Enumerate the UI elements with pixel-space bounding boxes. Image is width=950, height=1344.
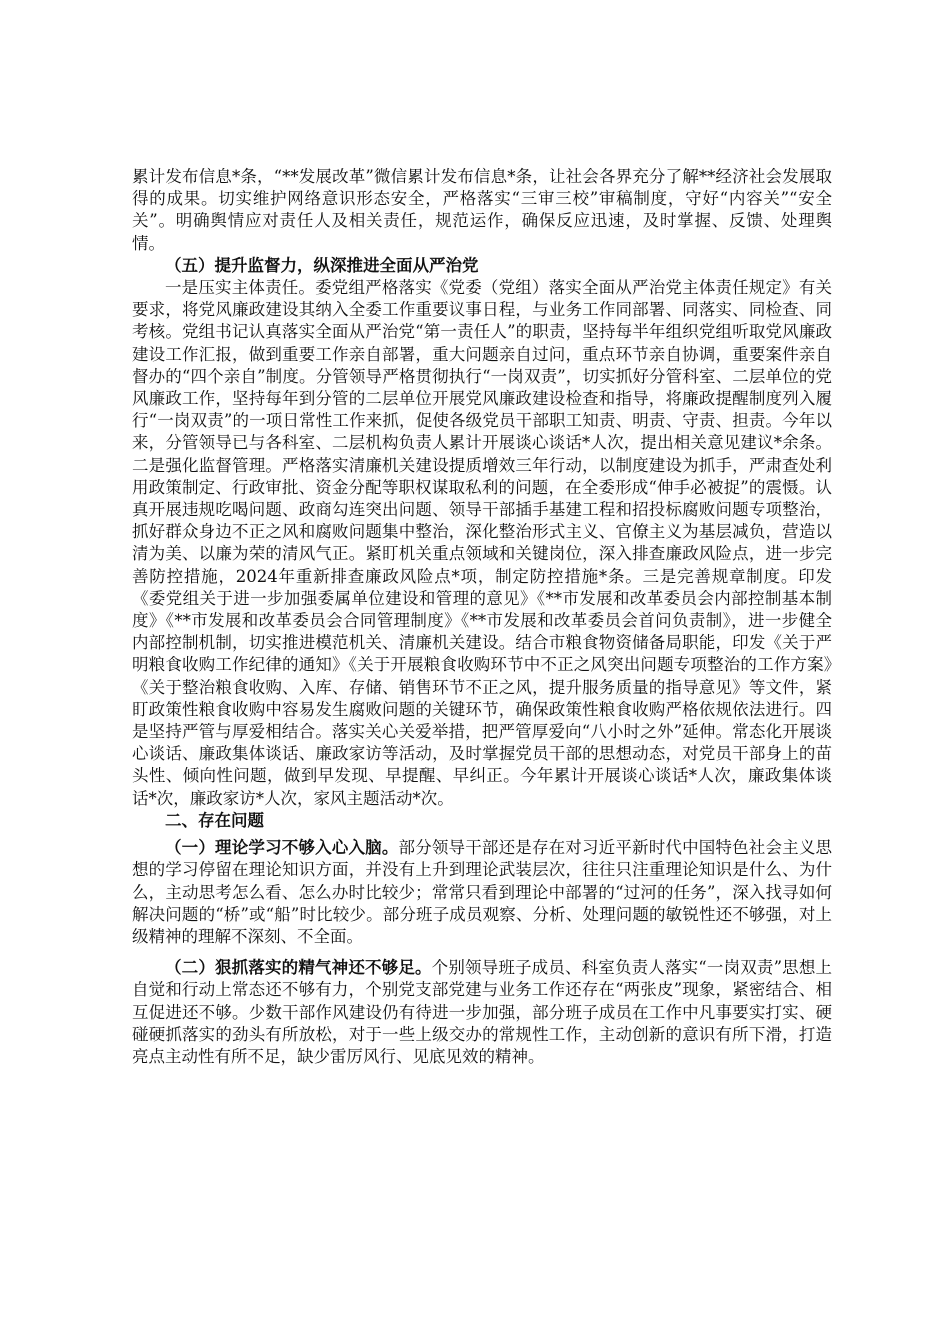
paragraph-body-implementation: 个别领导班子成员、科室负责人落实“一岗双责”思想上自觉和行动上常态还不够有力，个别党支部党建与业务工作还存在“两张皮”现象，紧密结合、相互促进还不够。少数干部作风建设仍有待进一步加强，部分班子成员在工作中凡事要实打实、硬碰硬抓落实的劲头有所放松，对于一些上级交办的常规性工作，主动创新的意识有所下滑，打造亮点主动性有所不足，缺少雷厉风行、见底见效的精神。 <box>132 958 833 1066</box>
section-heading-problems: 二、存在问题 <box>165 810 264 830</box>
paragraph-body-theory: 部分领导干部还是存在对习近平新时代中国特色社会主义思想的学习停留在理论知识方面，并没有上升到理论武装层次，往往只注重理论知识是什么、为什么，主动思考怎么看、怎么办时比较少；常常只看到理论中部署的“过河的任务”，深入找寻如何解决问题的“桥”或“船”时比较少。部分班子成员观察、分析、处理问题的敏锐性还不够强，对上级精神的理解不深刻、不全面。 <box>132 838 833 946</box>
section-heading-supervision: （五）提升监督力，纵深推进全面从严治党 <box>165 255 479 275</box>
paragraph-supervision: 一是压实主体责任。委党组严格落实《党委（党组）落实全面从严治党主体责任规定》有关要求，将党风廉政建设其纳入全委工作重要议事日程，与业务工作同部署、同落实、同检查、同考核。党组书记认真落实全面从严治党“第一责任人”的职责，坚持每半年组织党组听取党风廉政建设工作汇报，做到重要工作亲自部署，重大问题亲自过问，重点环节亲自协调，重要案件亲自督办的“四个亲自”制度。分管领导严格贯彻执行“一岗双责”，切实抓好分管科室、二层单位的党风廉政工作，坚持每年到分管的二层单位开展党风廉政建设检查和指导，将廉政提醒制度列入履行“一岗双责”的一项日常性工作来抓，促使各级党员干部职工知责、明责、守责、担责。今年以来，分管领导已与各科室、二层机构负责人累计开展谈心谈话*人次，提出相关意见建议*余条。二是强化监督管理。严格落实清廉机关建设提质增效三年行动，以制度建设为抓手，严肃查处利用政策制定、行政审批、资金分配等职权谋取私利的问题，在全委形成“伸手必被捉”的震慑。认真开展违规吃喝问题、政商勾连突出问题、领导干部插手基建工程和招投标腐败问题专项整治，抓好群众身边不正之风和腐败问题集中整治，深化整治形式主义、官僚主义为基层减负，营造以清为美、以廉为荣的清风气正。紧盯机关重点领域和关键岗位，深入排查廉政风险点，进一步完善防控措施，2024年重新排查廉政风险点*项，制定防控措施*条。三是完善规章制度。印发《委党组关于进一步加强委属单位建设和管理的意见》《**市发展和改革委员会内部控制基本制度》《**市发展和改革委员会合同管理制度》《**市发展和改革委员会首问负责制》，进一步健全内部控制机制，切实推进模范机关、清廉机关建设。结合市粮食物资储备局职能，印发《关于严明粮食收购工作纪律的通知》《关于开展粮食收购环节中不正之风突出问题专项整治的工作方案》《关于整治粮食收购、入库、存储、销售环节不正之风，提升服务质量的指导意见》等文件，紧盯政策性粮食收购中容易发生腐败问题的关键环节，确保政策性粮食收购严格依规依法进行。四是坚持严管与厚爱相结合。落实关心关爱举措，把严管厚爱向“八小时之外”延伸。常态化开展谈心谈话、廉政集体谈话、廉政家访等活动，及时掌握党员干部的思想动态，对党员干部身上的苗头性、倾向性问题，做到早发现、早提醒、早纠正。今年累计开展谈心谈话*人次，廉政集体谈话*次，廉政家访*人次，家风主题活动*次。 <box>132 278 832 808</box>
paragraph-publicity: 累计发布信息*条，“**发展改革”微信累计发布信息*条，让社会各界充分了解**经济社会发展取得的成果。切实维护网络意识形态安全，严格落实“三审三校”审稿制度，守好“内容关”“安全关”。明确舆情应对责任人及相关责任，规范运作，确保反应迅速，及时掌握、反馈、处理舆情。 <box>132 167 832 253</box>
paragraph-implementation <box>132 957 832 1068</box>
paragraph-lead-theory: （一）理论学习不够入心入脑。 <box>165 838 399 858</box>
paragraph-lead-implementation: （二）狠抓落实的精气神还不够足。 <box>165 958 432 978</box>
paragraph-theory-study <box>132 837 832 948</box>
document-body <box>132 166 832 1068</box>
